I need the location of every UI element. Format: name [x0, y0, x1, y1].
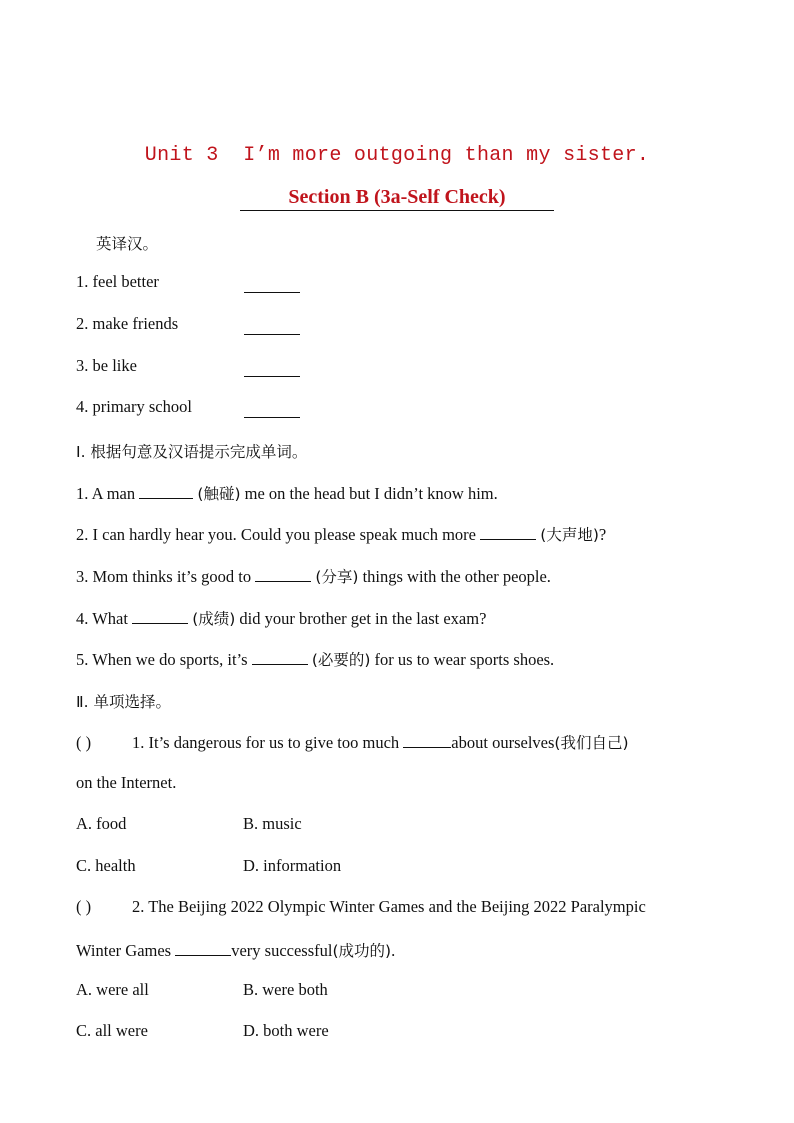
question-text: 4. What	[76, 609, 133, 628]
answer-blank[interactable]	[480, 525, 536, 540]
section-heading-part1: Ⅰ. 根据句意及汉语提示完成单词。	[76, 443, 308, 461]
option-b[interactable]: B. were both	[243, 980, 328, 999]
option-d[interactable]: D. information	[243, 856, 342, 875]
question-item	[76, 731, 629, 753]
answer-blank[interactable]	[244, 362, 300, 377]
option-c[interactable]: C. all were	[76, 1021, 148, 1040]
question-item	[76, 648, 554, 670]
answer-blank[interactable]	[132, 609, 188, 624]
list-item: 3. be like	[76, 356, 137, 375]
question-item	[76, 897, 646, 917]
answer-blank[interactable]	[255, 567, 311, 582]
chinese-hint: (必要的)	[311, 651, 371, 669]
question-text: for us to wear sports shoes.	[370, 650, 555, 669]
list-item: 4. primary school	[76, 397, 192, 416]
chinese-hint: (触碰)	[197, 485, 241, 503]
answer-blank[interactable]	[139, 484, 193, 499]
question-text: on the Internet.	[76, 773, 177, 792]
answer-blank[interactable]	[252, 650, 308, 665]
section-heading-translate: 英译汉。	[96, 235, 159, 253]
option-a[interactable]: A. food	[76, 814, 127, 833]
question-item	[76, 482, 498, 504]
question-item	[76, 565, 551, 587]
question-text: about ourselves	[451, 733, 555, 752]
question-text: 3. Mom thinks it’s good to	[76, 567, 256, 586]
option-a[interactable]: A. were all	[76, 980, 149, 999]
question-text: 1. It’s dangerous for us to give too much	[132, 733, 404, 752]
answer-blank[interactable]	[175, 941, 231, 956]
question-text: things with the other people.	[358, 567, 551, 586]
page-subtitle: Section B (3a-Self Check)	[240, 186, 554, 211]
list-item: 1. feel better	[76, 272, 159, 291]
section-heading-part2: Ⅱ. 单项选择。	[76, 693, 171, 711]
page-title: Unit 3 I’m more outgoing than my sister.	[144, 144, 650, 167]
question-text: 2. I can hardly hear you. Could you please speak much more	[76, 525, 481, 544]
question-text: ?	[598, 525, 607, 544]
answer-blank[interactable]	[244, 320, 300, 335]
answer-blank[interactable]	[403, 733, 451, 748]
option-d[interactable]: D. both were	[243, 1021, 329, 1040]
question-text: 5. When we do sports, it’s	[76, 650, 252, 669]
chinese-hint: (大声地)	[540, 526, 599, 544]
question-text: very successful	[231, 941, 333, 960]
answer-blank[interactable]	[244, 278, 300, 293]
option-c[interactable]: C. health	[76, 856, 136, 875]
chinese-hint: (分享)	[315, 568, 359, 586]
question-item	[76, 607, 486, 629]
question-text: Winter Games	[76, 941, 176, 960]
chinese-hint: (成绩)	[192, 610, 236, 628]
question-text: 2. The Beijing 2022 Olympic Winter Games and the Beijing 2022 Paralympic	[132, 897, 646, 916]
question-item	[76, 523, 606, 545]
question-text: did your brother get in the last exam?	[235, 609, 487, 628]
chinese-hint: (我们自己)	[554, 734, 629, 752]
answer-paren[interactable]: ( )	[76, 733, 92, 752]
chinese-hint: (成功的)	[332, 942, 392, 960]
list-item: 2. make friends	[76, 314, 179, 333]
question-item	[76, 939, 395, 961]
answer-paren[interactable]: ( )	[76, 897, 92, 916]
question-text: 1. A man	[76, 484, 140, 503]
question-text: me on the head but I didn’t know him.	[240, 484, 498, 503]
option-b[interactable]: B. music	[243, 814, 302, 833]
answer-blank[interactable]	[244, 403, 300, 418]
question-text: .	[391, 941, 396, 960]
